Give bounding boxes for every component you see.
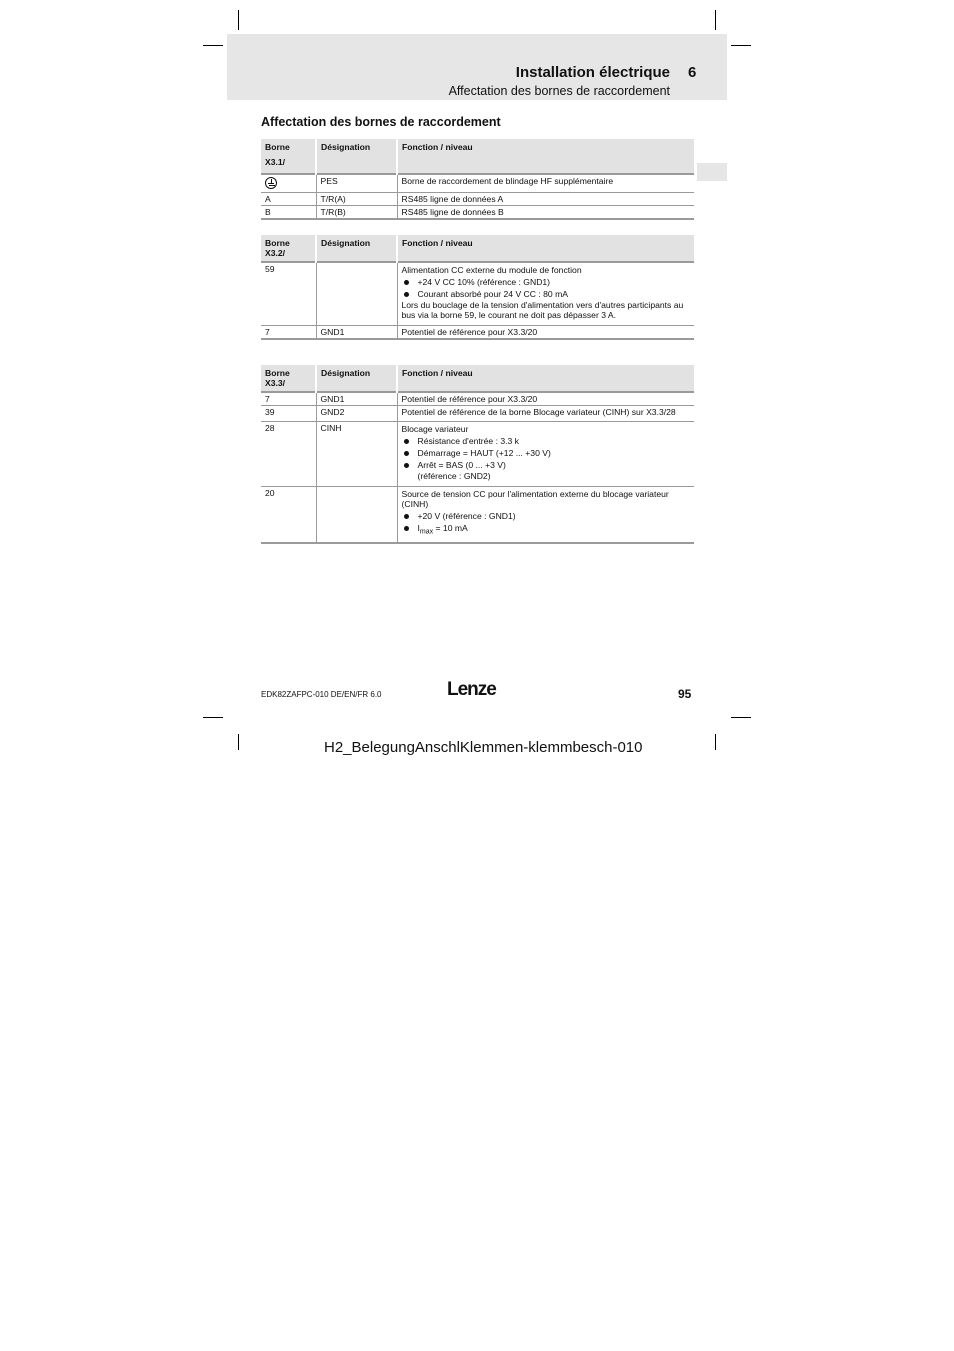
header-borne: Borne X3.2/ [261, 235, 316, 262]
crop-mark [715, 734, 716, 750]
crop-mark [731, 45, 751, 46]
cell-fonction: Potentiel de référence pour X3.3/20 [397, 392, 694, 406]
lenze-logo: Lenze [447, 679, 496, 700]
header-fonction: Fonction / niveau [397, 235, 694, 262]
bullet-item-imax [402, 523, 692, 540]
crop-mark [203, 45, 223, 46]
cell-borne: 39 [261, 406, 316, 422]
crop-mark [731, 717, 751, 718]
fonction-text: Source de tension CC pour l'alimentation externe du blocage variateur (CINH) [401, 489, 669, 509]
cell-designation: T/R(A) [316, 193, 397, 206]
cell-designation [316, 262, 397, 326]
table-row [261, 206, 694, 220]
cell-designation: GND1 [316, 392, 397, 406]
cell-designation: T/R(B) [316, 206, 397, 220]
cell-designation [316, 487, 397, 543]
bullet-item: +24 V CC 10% (référence : GND1) [402, 277, 692, 287]
chapter-title: Installation électrique [515, 64, 670, 81]
imax-symbol: I [417, 523, 420, 533]
bullet-item: +20 V (référence : GND1) [402, 511, 692, 521]
terminal-table-x3-2 [261, 235, 694, 340]
header-borne: Borne X3.1/ [261, 139, 316, 174]
cell-borne: 59 [261, 262, 316, 326]
section-title: Affectation des bornes de raccordement [261, 115, 501, 129]
cell-borne: A [261, 193, 316, 206]
table-row [261, 326, 694, 340]
crop-mark [203, 717, 223, 718]
crop-mark [238, 10, 239, 30]
cell-borne: B [261, 206, 316, 220]
cell-borne: 7 [261, 392, 316, 406]
cell-designation: GND2 [316, 406, 397, 422]
table-row [261, 406, 694, 422]
cell-fonction: RS485 ligne de données B [397, 206, 694, 220]
page-number: 95 [678, 687, 692, 701]
table-row [261, 174, 694, 193]
cell-fonction [397, 422, 694, 487]
cell-fonction: Borne de raccordement de blindage HF supplémentaire [397, 174, 694, 193]
bullet-continuation: (référence : GND2) [417, 471, 491, 481]
table-row [261, 262, 694, 326]
chapter-number: 6 [688, 64, 697, 81]
cell-designation: GND1 [316, 326, 397, 340]
cell-designation: PES [316, 174, 397, 193]
bullet-item: Démarrage = HAUT (+12 ... +30 V) [402, 448, 692, 458]
bullet-item: Résistance d'entrée : 3.3 k [402, 436, 692, 446]
cell-fonction: Potentiel de référence pour X3.3/20 [397, 326, 694, 340]
crop-mark [715, 10, 716, 30]
crop-mark [238, 734, 239, 750]
header-borne: Borne X3.3/ [261, 365, 316, 392]
table-row [261, 487, 694, 543]
table-row [261, 422, 694, 487]
fonction-text: Alimentation CC externe du module de fonction [401, 265, 582, 275]
table-header-row [261, 139, 694, 174]
file-label: H2_BelegungAnschlKlemmen-klemmbesch-010 [324, 739, 643, 756]
cell-fonction [397, 487, 694, 543]
bullet-item: Courant absorbé pour 24 V CC : 80 mA [402, 289, 692, 299]
table-header-row [261, 235, 694, 262]
cell-fonction: RS485 ligne de données A [397, 193, 694, 206]
cell-borne: 28 [261, 422, 316, 487]
protective-earth-icon [265, 177, 277, 189]
header-designation: Désignation [316, 365, 397, 392]
footer-document-id: EDK82ZAFPC-010 DE/EN/FR 6.0 [261, 690, 382, 699]
note-text: Lors du bouclage de la tension d'alimentation vers d'autres participants au bus via la borne 59, le courant ne doit pas dépasser 3 A. [401, 300, 684, 320]
cell-designation: CINH [316, 422, 397, 487]
table-row [261, 392, 694, 406]
fonction-text: Blocage variateur [401, 424, 469, 434]
cell-fonction: Potentiel de référence de la borne Blocage variateur (CINH) sur X3.3/28 [397, 406, 694, 422]
terminal-table-x3-3 [261, 365, 694, 544]
bullet-item: Arrêt = BAS (0 ... +3 V) [402, 460, 692, 470]
imax-subscript: max [419, 528, 434, 536]
table-header-row [261, 365, 694, 392]
imax-value: = 10 mA [433, 523, 468, 533]
header-fonction: Fonction / niveau [397, 365, 694, 392]
cell-fonction [397, 262, 694, 326]
header-fonction: Fonction / niveau [397, 139, 694, 174]
side-tab-marker [697, 163, 727, 181]
cell-borne: 20 [261, 487, 316, 543]
cell-borne: 7 [261, 326, 316, 340]
header-designation: Désignation [316, 139, 397, 174]
terminal-table-x3-1 [261, 139, 694, 220]
cell-borne [261, 174, 316, 193]
table-row [261, 193, 694, 206]
header-designation: Désignation [316, 235, 397, 262]
chapter-subtitle: Affectation des bornes de raccordement [448, 84, 670, 98]
